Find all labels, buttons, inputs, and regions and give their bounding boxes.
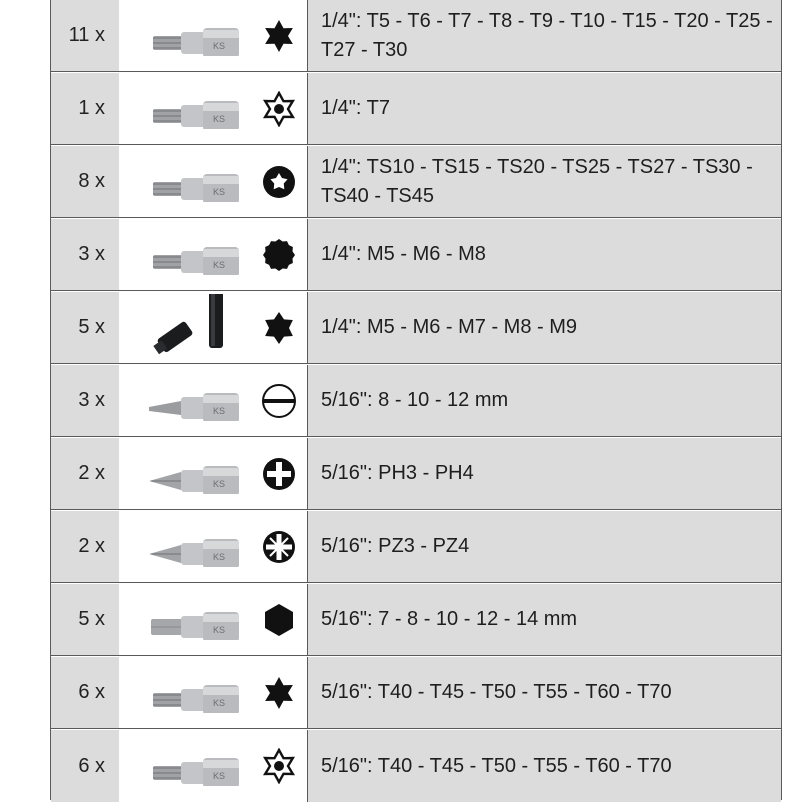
table-row (51, 146, 781, 218)
screwdriver-bit-image (147, 89, 267, 134)
sizes-cell (307, 292, 781, 363)
svg-text:KS: KS (213, 260, 226, 270)
screwdriver-bit-image (147, 235, 267, 280)
sizes-cell (307, 365, 781, 436)
screwdriver-bit-image (147, 381, 267, 426)
sizes-cell (307, 584, 781, 655)
quantity-cell: 3 x (51, 219, 119, 290)
screwdriver-bit-image (147, 527, 267, 572)
bit-image-cell (119, 292, 307, 363)
sizes-text: 1/4": T7 (321, 97, 390, 119)
screwdriver-bit-image (147, 746, 267, 791)
hex-icon (261, 602, 297, 643)
bit-image-cell (119, 730, 307, 802)
svg-text:KS: KS (213, 625, 226, 635)
bit-image-cell (119, 438, 307, 509)
bit-set-table (50, 0, 782, 800)
screwdriver-bit-image (147, 162, 267, 207)
quantity-cell: 2 x (51, 438, 119, 509)
table-row (51, 730, 781, 802)
sizes-cell (307, 219, 781, 290)
svg-text:KS: KS (213, 771, 226, 781)
bit-image-cell (119, 219, 307, 290)
table-row (51, 73, 781, 145)
sizes-text: 5/16": T40 - T45 - T50 - T55 - T60 - T70 (321, 754, 672, 777)
sizes-text: 1/4": T5 - T6 - T7 - T8 - T9 - T10 - T15 - T20 - T25 - T27 - T30 (321, 9, 773, 61)
sizes-text: 1/4": M5 - M6 - M8 (321, 243, 486, 265)
quantity-cell: 8 x (51, 146, 119, 217)
torx-plus-tamper-icon (261, 164, 297, 205)
bit-image-cell (119, 146, 307, 217)
screwdriver-bit-image (147, 16, 267, 61)
slotted-icon (261, 383, 297, 424)
sizes-text: 5/16": PZ3 - PZ4 (321, 535, 470, 557)
torx-icon (261, 18, 297, 59)
bit-image-cell (119, 511, 307, 582)
table-row (51, 0, 781, 72)
phillips-icon (261, 456, 297, 497)
sizes-text: 1/4": TS10 - TS15 - TS20 - TS25 - TS27 - TS30 - TS40 - TS45 (321, 155, 753, 207)
sizes-text: 5/16": 8 - 10 - 12 mm (321, 389, 509, 411)
sizes-text: 1/4": M5 - M6 - M7 - M8 - M9 (321, 316, 578, 338)
table-row (51, 292, 781, 364)
quantity-cell: 2 x (51, 511, 119, 582)
table-row (51, 219, 781, 291)
sizes-text: 5/16": PH3 - PH4 (321, 462, 474, 484)
bit-image-cell (119, 0, 307, 71)
table-row (51, 584, 781, 656)
sizes-cell (307, 511, 781, 582)
table-row (51, 511, 781, 583)
screwdriver-bit-image (147, 294, 267, 369)
bit-image-cell (119, 73, 307, 144)
svg-text:KS: KS (213, 114, 226, 124)
quantity-cell: 1 x (51, 73, 119, 144)
pozidriv-icon (261, 529, 297, 570)
sizes-cell (307, 146, 781, 217)
screwdriver-bit-image (147, 673, 267, 718)
screwdriver-bit-image (147, 454, 267, 499)
quantity-cell: 5 x (51, 292, 119, 363)
svg-text:KS: KS (213, 698, 226, 708)
svg-text:KS: KS (213, 41, 226, 51)
xzn-icon (261, 237, 297, 278)
sizes-cell (307, 657, 781, 728)
sizes-cell (307, 438, 781, 509)
quantity-cell: 5 x (51, 584, 119, 655)
svg-text:KS: KS (213, 552, 226, 562)
quantity-cell: 3 x (51, 365, 119, 436)
torx-pin-icon (261, 91, 297, 132)
sizes-text: 5/16": T40 - T45 - T50 - T55 - T60 - T70 (321, 681, 672, 703)
quantity-cell: 6 x (51, 730, 119, 802)
svg-text:KS: KS (213, 187, 226, 197)
screwdriver-bit-image (147, 600, 267, 645)
bit-image-cell (119, 365, 307, 436)
sizes-cell (307, 730, 781, 802)
svg-text:KS: KS (213, 406, 226, 416)
sizes-cell (307, 0, 781, 71)
table-row (51, 657, 781, 729)
bit-image-cell (119, 584, 307, 655)
torx-pin-icon (261, 748, 297, 789)
ribe-icon (261, 310, 297, 351)
sizes-cell (307, 73, 781, 144)
quantity-cell: 6 x (51, 657, 119, 728)
table-row (51, 438, 781, 510)
table-row (51, 365, 781, 437)
torx-icon (261, 675, 297, 716)
bit-image-cell (119, 657, 307, 728)
sizes-text: 5/16": 7 - 8 - 10 - 12 - 14 mm (321, 608, 578, 630)
quantity-cell: 11 x (51, 0, 119, 71)
svg-text:KS: KS (213, 479, 226, 489)
